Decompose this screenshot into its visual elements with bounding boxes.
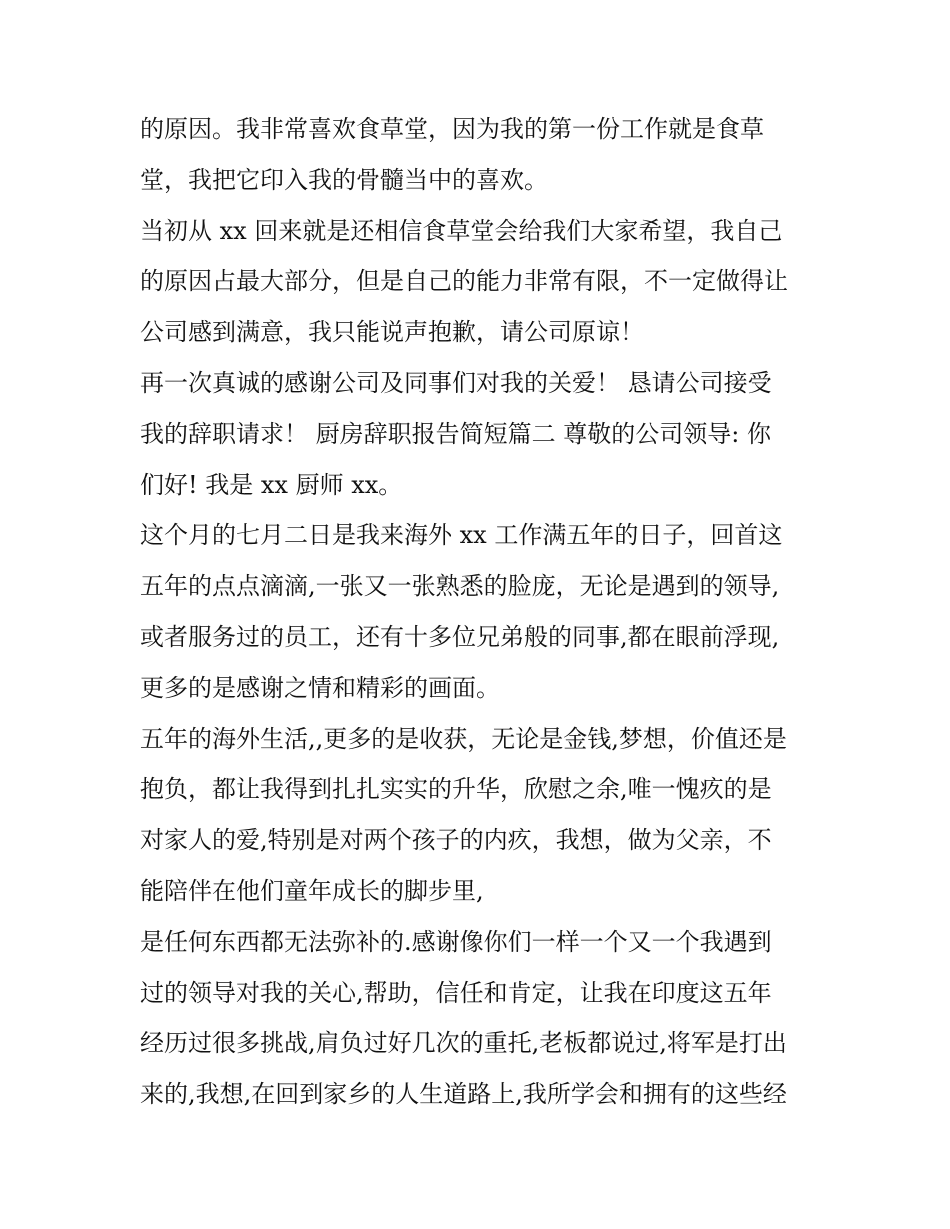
text-line: 来的,我想,在回到家乡的人生道路上,我所学会和拥有的这些经 — [140, 1080, 787, 1109]
text-line: 公司感到满意，我只能说声抱歉，请公司原谅！ — [140, 318, 644, 347]
text-line: 经历过很多挑战,肩负过好几次的重托,老板都说过,将军是打出 — [140, 1029, 787, 1058]
text-line: 抱负，都让我得到扎扎实实的升华，欣慰之余,唯一愧疚的是 — [140, 775, 772, 804]
text-line: 能陪伴在他们童年成长的脚步里, — [140, 876, 484, 905]
text-line: 对家人的爱,特别是对两个孩子的内疚，我想，做为父亲，不 — [140, 826, 772, 855]
text-line: 五年的点点滴滴,一张又一张熟悉的脸庞，无论是遇到的领导, — [140, 572, 780, 601]
text-line: 的原因占最大部分，但是自己的能力非常有限，不一定做得让 — [140, 267, 788, 296]
text-line: 是任何东西都无法弥补的.感谢像你们一样一个又一个我遇到 — [140, 927, 772, 956]
text-line: 再一次真诚的感谢公司及同事们对我的关爱！ 恳请公司接受 — [140, 368, 772, 397]
text-line: 五年的海外生活,,更多的是收获，无论是金钱,梦想，价值还是 — [140, 724, 787, 753]
text-line: 这个月的七月二日是我来海外 xx 工作满五年的日子，回首这 — [140, 521, 783, 550]
text-line: 更多的是感谢之情和精彩的画面。 — [140, 673, 500, 702]
text-line: 堂，我把它印入我的骨髓当中的喜欢。 — [140, 165, 548, 194]
text-line: 当初从 xx 回来就是还相信食草堂会给我们大家希望，我自己 — [140, 216, 783, 245]
text-line: 或者服务过的员工，还有十多位兄弟般的同事,都在眼前浮现, — [140, 622, 780, 651]
text-line: 的原因。我非常喜欢食草堂，因为我的第一份工作就是食草 — [140, 115, 764, 143]
document-body — [140, 104, 820, 1120]
text-line: 我的辞职请求！ 厨房辞职报告简短篇二 尊敬的公司领导: 你 — [140, 419, 771, 448]
text-line: 过的领导对我的关心,帮助，信任和肯定，让我在印度这五年 — [140, 978, 772, 1007]
text-line: 们好! 我是 xx 厨师 xx。 — [140, 470, 403, 499]
